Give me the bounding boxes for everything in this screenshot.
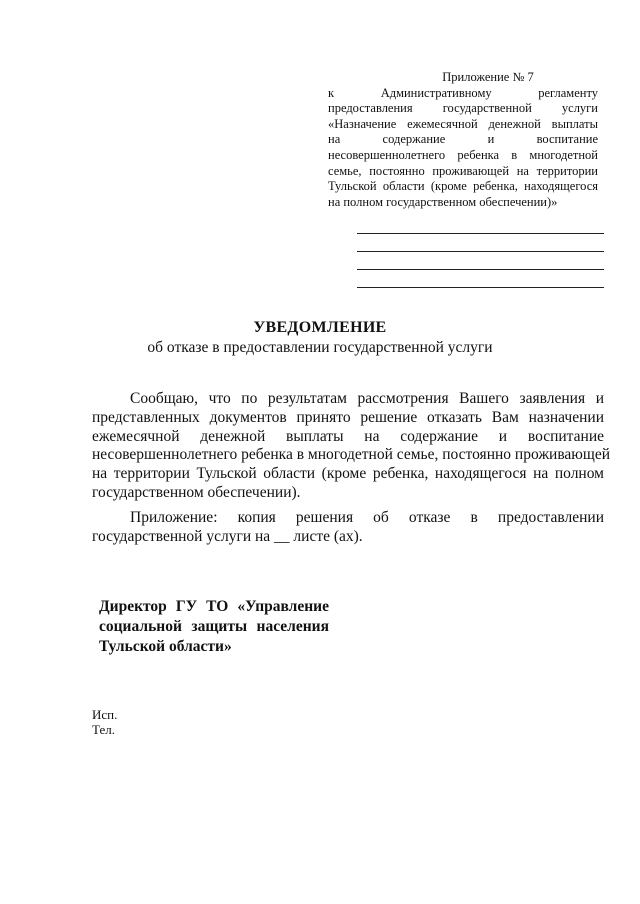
executor-label: Исп.: [92, 707, 118, 722]
recipient-blank-line: [357, 269, 604, 270]
paragraph-line: на территории Тульской области (кроме ребенка, находящегося на полном: [92, 465, 604, 483]
phone-label: Тел.: [92, 722, 115, 737]
paragraph-line: несовершеннолетнего ребенка в многодетной семье, постоянно проживающей: [92, 446, 611, 464]
signature-line: социальной защиты населения: [99, 618, 329, 635]
paragraph-line: государственной услуги на __ листе (ах).: [92, 527, 363, 545]
paragraph-line: ежемесячной денежной выплаты на содержание и воспитание: [92, 427, 604, 445]
appendix-line: несовершеннолетнего ребенка в многодетной: [328, 147, 598, 162]
appendix-title: Приложение № 7: [442, 70, 534, 84]
notice-paragraph-attachment: [92, 509, 604, 547]
appendix-line: на содержание и воспитание: [328, 132, 598, 147]
signature-line: Тульской области»: [99, 638, 232, 655]
recipient-blank-line: [357, 251, 604, 252]
paragraph-line: государственном обеспечении).: [92, 483, 301, 501]
appendix-line: Тульской области (кроме ребенка, находящегося: [328, 179, 598, 194]
appendix-line: предоставления государственной услуги: [328, 101, 598, 116]
notice-title: УВЕДОМЛЕНИЕ: [253, 319, 387, 336]
appendix-line: к Административному регламенту: [328, 85, 598, 100]
signature-block: [99, 597, 329, 657]
contacts-block: [92, 707, 117, 737]
notice-paragraph-main: [92, 390, 611, 503]
appendix-line: «Назначение ежемесячной денежной выплаты: [328, 116, 598, 131]
appendix-line: семье, постоянно проживающей на территории: [328, 163, 598, 178]
paragraph-line: Приложение: копия решения об отказе в предоставлении: [130, 509, 604, 526]
recipient-fill-lines: [357, 233, 604, 305]
paragraph-line: Сообщаю, что по результатам рассмотрения Вашего заявления и: [130, 390, 604, 407]
signature-line: Директор ГУ ТО «Управление: [99, 598, 329, 615]
paragraph-line: представленных документов принято решение отказать Вам назначении: [92, 408, 604, 426]
notice-subtitle: об отказе в предоставлении государственной услуги: [147, 339, 493, 356]
appendix-line: на полном государственном обеспечении)»: [328, 194, 558, 209]
appendix-header: [328, 70, 598, 210]
recipient-blank-line: [357, 287, 604, 288]
recipient-blank-line: [357, 233, 604, 234]
